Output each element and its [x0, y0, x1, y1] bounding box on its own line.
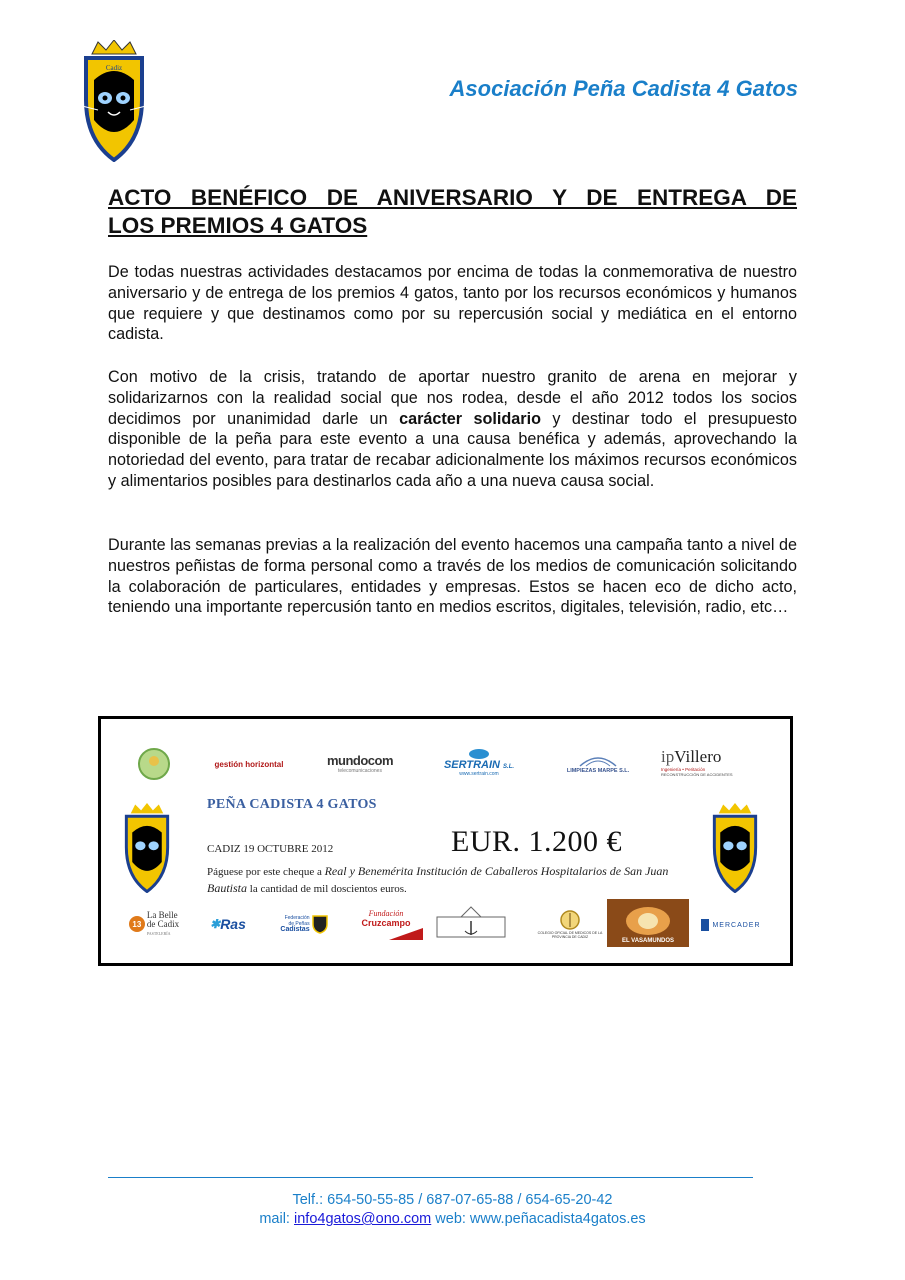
paragraph-1: De todas nuestras actividades destacamos por encima de todas la conmemorativa de nuestro aniversario y de entrega de los premios 4 gatos, tanto por los recursos económicos y humanos que requiere y que destinamos como por su repercusión social y mediática en el entorno cadista.: [108, 263, 797, 344]
footer-web: web: www.peñacadista4gatos.es: [431, 1211, 646, 1227]
sponsor-gestion-horizontal: gestión horizontal: [214, 759, 284, 769]
cheque-amount: EUR. 1.200 €: [451, 825, 622, 858]
federacion-line-1: Federación: [284, 915, 310, 921]
ipvillero-sub2: RECONSTRUCCIÓN DE ACCIDENTES: [661, 772, 733, 777]
sponsor-colegio-medicos: [537, 905, 603, 943]
page-title: [108, 184, 797, 240]
sponsor-round-emblem: [137, 747, 171, 781]
mercader-label: MERCADER: [712, 921, 761, 929]
paragraph-2: [108, 367, 797, 492]
colegio-label: COLEGIO OFICIAL DE MEDICOS DE LA PROVINCIA DE CADIZ: [537, 931, 603, 939]
federacion-line-3: Cadistas: [280, 926, 310, 933]
cheque-text-prefix: Páguese por este cheque a: [207, 866, 325, 878]
cheque-crest-right: [709, 803, 761, 893]
sponsor-la-belle-de-cadix: [123, 909, 185, 939]
sponsor-sertrain: [427, 745, 531, 779]
marpe-arc-icon: [578, 750, 618, 768]
building-drawing-icon: [431, 905, 511, 941]
sponsor-fundacion-cruzcampo: [349, 903, 423, 945]
sponsor-mundocom: [317, 747, 403, 779]
cheque-crest-left: [121, 803, 173, 893]
email-link[interactable]: info4gatos@ono.com: [294, 1211, 432, 1227]
sponsor-el-vasamundos: [607, 899, 689, 947]
sertrain-url: www.sertrain.com: [459, 771, 499, 777]
ipvillero-label: ipVillero: [661, 747, 722, 766]
ras-label: Ras: [220, 916, 246, 932]
ipvillero-sub: Ingeniería • Peritación: [661, 767, 706, 772]
marpe-label: LIMPIEZAS MARPE S.L.: [566, 768, 630, 774]
mercader-mark-icon: [701, 919, 709, 931]
crest-text: Cadiz: [105, 64, 123, 72]
cheque-beneficiary: Real y Benemérita Institución de Caballeros Hospitalarios de San Juan Bautista: [207, 864, 669, 895]
sertrain-label: SERTRAIN S.L.: [443, 759, 515, 771]
la-belle-sub: PASTELERÍA: [146, 930, 171, 936]
footer-contact: [0, 1210, 905, 1228]
la-belle-line-1: La Belle: [146, 909, 178, 920]
la-belle-number: 13: [129, 916, 145, 932]
federacion-shield-icon: [312, 914, 328, 934]
cruzcampo-line-1: Fundación: [368, 908, 404, 918]
cheque-payee-text: [207, 863, 697, 897]
ras-star-icon: ✱: [210, 917, 221, 931]
paragraph-2-start: Con motivo de la crisis, tratando de aportar nuestro granito de arena en mejorar y solidarizarnos con la realidad social que nos rodea, desde el año 2012 todos los socios decidimos por unanimidad darle un: [108, 368, 797, 428]
footer-phones: Telf.: 654-50-55-85 / 687-07-65-88 / 654-65-20-42: [292, 1192, 613, 1208]
federacion-line-2: de Peñas: [288, 921, 310, 927]
cruzcampo-band-icon: [349, 928, 423, 940]
sponsor-ipvillero: [661, 745, 765, 779]
vasamundos-label: EL VASAMUNDOS: [621, 938, 675, 944]
cruzcampo-line-2: Cruzcampo: [361, 917, 411, 928]
mundocom-sub: telecomunicaciones: [338, 767, 382, 774]
paragraph-2-end: y destinar todo el presupuesto disponible de la peña para este evento a una causa benéfica y además, aprovechando la notoriedad del evento, para tratar de recabar adicionalmente los máximos recursos económicos y alimentarios posibles para destinarlos cada año a una nueva causa social.: [108, 409, 797, 490]
cheque-date: CADIZ 19 OCTUBRE 2012: [207, 843, 334, 855]
medical-seal-icon: [559, 909, 581, 931]
club-crest-logo: [82, 40, 146, 162]
sertrain-swoosh-icon: [468, 747, 490, 759]
paragraph-3: Durante las semanas previas a la realización del evento hacemos una campaña tanto a nivel de nuestros peñistas de forma personal como a través de los medios de comunicación solicitando la colaboración de particulares, entidades y empresas. Estos se hacen eco de dicho acto, teniendo una importante repercusión tanto en medios escritos, digitales, televisión, radio, etc…: [108, 536, 797, 617]
sponsor-ras: [197, 911, 259, 937]
charity-cheque: [98, 716, 793, 966]
mundocom-label: mundocom: [326, 752, 394, 768]
sponsor-mercader: [695, 915, 767, 935]
title-line-2: LOS PREMIOS 4 GATOS: [108, 213, 368, 238]
organization-name: Asociación Peña Cadista 4 Gatos: [449, 76, 798, 101]
la-belle-line-2: de Cadix: [146, 918, 180, 929]
sponsor-federacion-penas: [271, 911, 337, 937]
title-line-1: ACTO BENÉFICO DE ANIVERSARIO Y DE ENTREGA DE: [108, 185, 797, 210]
footer-mail-label: mail:: [259, 1211, 294, 1227]
cheque-header: PEÑA CADISTA 4 GATOS: [207, 797, 377, 812]
solidarity-emphasis: carácter solidario: [399, 409, 541, 428]
cheque-text-suffix: la cantidad de mil doscientos euros.: [247, 883, 407, 895]
footer-divider: [108, 1177, 753, 1178]
round-emblem-icon: [137, 747, 171, 781]
sponsor-san-juan-building: [431, 905, 511, 941]
sponsor-limpiezas-marpe: [553, 745, 643, 779]
